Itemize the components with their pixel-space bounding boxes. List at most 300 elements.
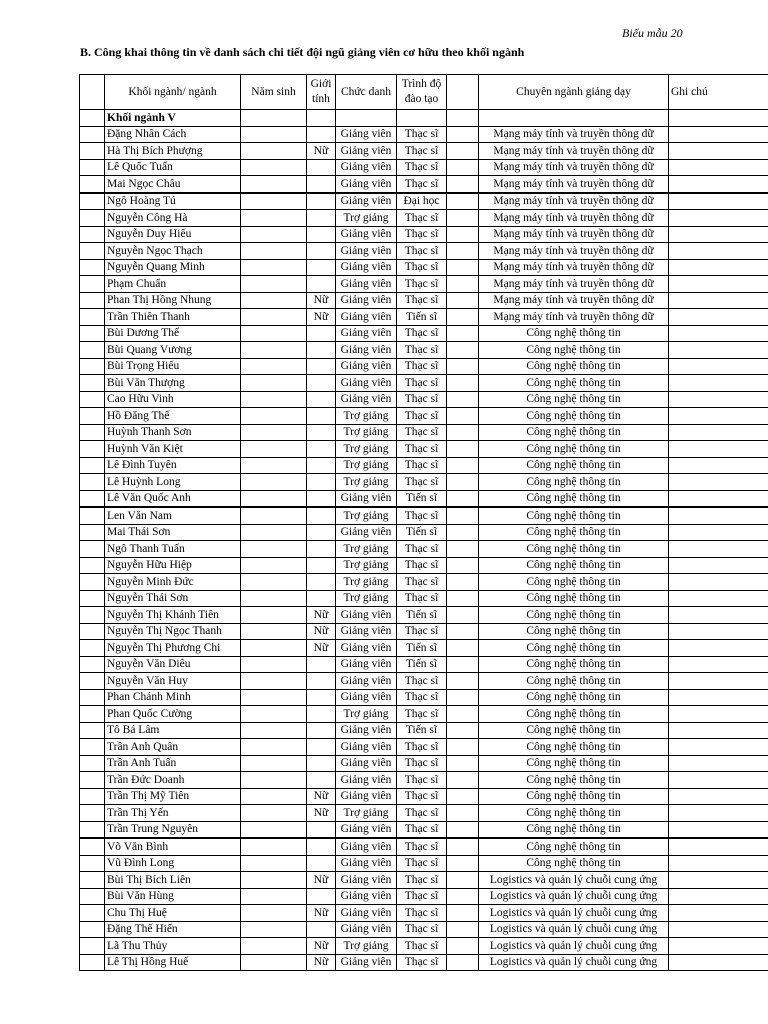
cell-gender xyxy=(307,921,336,938)
cell-name: Trần Trung Nguyên xyxy=(105,821,241,838)
cell-spacer xyxy=(447,656,479,673)
cell-gender xyxy=(307,474,336,491)
cell-specialty: Công nghệ thông tin xyxy=(479,640,669,657)
cell-specialty: Công nghệ thông tin xyxy=(479,590,669,607)
cell-position: Trợ giảng xyxy=(336,408,397,425)
cell-notes xyxy=(669,689,768,706)
table-row xyxy=(80,391,768,408)
cell-blank xyxy=(80,375,105,392)
cell-birth-year xyxy=(241,325,307,342)
cell-degree: Thạc sĩ xyxy=(397,574,447,591)
cell-notes xyxy=(669,541,768,558)
cell-spacer xyxy=(447,375,479,392)
table-row xyxy=(80,176,768,193)
table-row xyxy=(80,541,768,558)
cell-degree: Thạc sĩ xyxy=(397,342,447,359)
cell-position: Giảng viên xyxy=(336,243,397,260)
cell-degree: Thạc sĩ xyxy=(397,689,447,706)
table-row xyxy=(80,805,768,822)
cell-blank xyxy=(80,640,105,657)
cell-birth-year xyxy=(241,855,307,872)
header-name: Khối ngành/ ngành xyxy=(105,75,241,110)
cell-name: Bùi Dương Thế xyxy=(105,325,241,342)
cell-gender xyxy=(307,855,336,872)
cell-position: Trợ giảng xyxy=(336,441,397,458)
cell-name: Phạm Chuẩn xyxy=(105,276,241,293)
header-specialty: Chuyên ngành giảng dạy xyxy=(479,75,669,110)
cell-specialty: Mạng máy tính và truyền thông dữ xyxy=(479,243,669,260)
cell-specialty: Công nghệ thông tin xyxy=(479,474,669,491)
cell-blank xyxy=(80,722,105,739)
cell-position: Giảng viên xyxy=(336,689,397,706)
cell-gender: Nữ xyxy=(307,623,336,640)
cell-degree: Thạc sĩ xyxy=(397,375,447,392)
cell-gender xyxy=(307,755,336,772)
cell-specialty: Công nghệ thông tin xyxy=(479,358,669,375)
header-spacer xyxy=(447,75,479,110)
cell-name: Ngô Hoàng Tú xyxy=(105,193,241,210)
cell-notes xyxy=(669,706,768,723)
cell-position: Giảng viên xyxy=(336,656,397,673)
cell-degree: Thạc sĩ xyxy=(397,358,447,375)
cell-gender xyxy=(307,193,336,210)
cell-position: Giảng viên xyxy=(336,193,397,210)
cell-birth-year xyxy=(241,424,307,441)
table-row xyxy=(80,722,768,739)
cell-specialty: Công nghệ thông tin xyxy=(479,805,669,822)
cell-gender xyxy=(307,325,336,342)
cell-spacer xyxy=(447,441,479,458)
cell-blank xyxy=(80,838,105,855)
cell-degree: Thạc sĩ xyxy=(397,474,447,491)
cell-degree: Tiến sĩ xyxy=(397,656,447,673)
cell-blank xyxy=(80,408,105,425)
cell-name: Bùi Thị Bích Liên xyxy=(105,872,241,889)
cell-spacer xyxy=(447,507,479,524)
cell-specialty: Logistics và quản lý chuỗi cung ứng xyxy=(479,921,669,938)
table-row xyxy=(80,772,768,789)
cell-specialty: Công nghệ thông tin xyxy=(479,722,669,739)
cell-name: Nguyễn Quang Minh xyxy=(105,259,241,276)
cell-spacer xyxy=(447,226,479,243)
cell-birth-year xyxy=(241,524,307,541)
cell-birth-year xyxy=(241,507,307,524)
table-row xyxy=(80,590,768,607)
cell-name: Nguyễn Ngọc Thạch xyxy=(105,243,241,260)
cell-gender xyxy=(307,375,336,392)
cell-spacer xyxy=(447,954,479,971)
cell-notes xyxy=(669,905,768,922)
cell-spacer xyxy=(447,391,479,408)
cell-position: Giảng viên xyxy=(336,126,397,143)
cell-position: Giảng viên xyxy=(336,292,397,309)
cell-notes xyxy=(669,772,768,789)
cell-specialty: Công nghệ thông tin xyxy=(479,656,669,673)
cell-birth-year xyxy=(241,821,307,838)
cell-position: Trợ giảng xyxy=(336,805,397,822)
cell-birth-year xyxy=(241,656,307,673)
cell-specialty: Công nghệ thông tin xyxy=(479,557,669,574)
cell-name: Nguyễn Thị Phương Chi xyxy=(105,640,241,657)
table-row xyxy=(80,838,768,855)
cell-name: Trần Thị Mỹ Tiên xyxy=(105,788,241,805)
cell-degree: Thạc sĩ xyxy=(397,243,447,260)
table-row xyxy=(80,126,768,143)
cell-name: Nguyễn Minh Đức xyxy=(105,574,241,591)
table-row xyxy=(80,557,768,574)
cell-degree: Thạc sĩ xyxy=(397,408,447,425)
cell-birth-year xyxy=(241,706,307,723)
cell-blank xyxy=(80,391,105,408)
cell-notes xyxy=(669,193,768,210)
cell-gender xyxy=(307,424,336,441)
cell-degree: Thạc sĩ xyxy=(397,457,447,474)
cell-name: Len Văn Nam xyxy=(105,507,241,524)
cell-position: Giảng viên xyxy=(336,872,397,889)
cell-spacer xyxy=(447,408,479,425)
cell-gender: Nữ xyxy=(307,905,336,922)
table-row xyxy=(80,623,768,640)
cell-birth-year xyxy=(241,126,307,143)
cell-birth-year xyxy=(241,474,307,491)
cell-notes xyxy=(669,159,768,176)
cell-blank xyxy=(80,193,105,210)
cell-spacer xyxy=(447,590,479,607)
cell-birth-year xyxy=(241,441,307,458)
cell-name: Tô Bá Lâm xyxy=(105,722,241,739)
cell-degree: Thạc sĩ xyxy=(397,872,447,889)
cell-notes xyxy=(669,938,768,955)
cell-notes xyxy=(669,424,768,441)
cell-spacer xyxy=(447,938,479,955)
cell-notes xyxy=(669,507,768,524)
cell-blank xyxy=(80,292,105,309)
cell-specialty: Công nghệ thông tin xyxy=(479,838,669,855)
cell-birth-year xyxy=(241,391,307,408)
cell-gender xyxy=(307,358,336,375)
cell-specialty: Công nghệ thông tin xyxy=(479,755,669,772)
cell-name: Chu Thị Huệ xyxy=(105,905,241,922)
cell-notes xyxy=(669,375,768,392)
cell-position: Giảng viên xyxy=(336,226,397,243)
cell-degree: Thạc sĩ xyxy=(397,623,447,640)
table-row xyxy=(80,292,768,309)
cell-notes xyxy=(669,607,768,624)
cell-blank xyxy=(80,309,105,326)
cell-notes xyxy=(669,755,768,772)
cell-gender xyxy=(307,574,336,591)
cell-birth-year xyxy=(241,342,307,359)
cell-name: Bùi Trọng Hiếu xyxy=(105,358,241,375)
cell-gender xyxy=(307,888,336,905)
cell-name: Trần Thiên Thanh xyxy=(105,309,241,326)
cell-birth-year xyxy=(241,490,307,507)
cell-notes xyxy=(669,838,768,855)
cell-degree: Thạc sĩ xyxy=(397,821,447,838)
table-row xyxy=(80,490,768,507)
cell-gender xyxy=(307,673,336,690)
table-row xyxy=(80,954,768,971)
cell-blank xyxy=(80,954,105,971)
cell-degree: Thạc sĩ xyxy=(397,921,447,938)
cell-birth-year xyxy=(241,408,307,425)
cell-degree: Tiến sĩ xyxy=(397,722,447,739)
cell-spacer xyxy=(447,143,479,160)
cell-gender: Nữ xyxy=(307,640,336,657)
cell-degree: Tiến sĩ xyxy=(397,309,447,326)
cell-degree: Thạc sĩ xyxy=(397,276,447,293)
cell-position: Giảng viên xyxy=(336,772,397,789)
table-row xyxy=(80,276,768,293)
cell-name: Nguyễn Văn Huy xyxy=(105,673,241,690)
cell-notes xyxy=(669,243,768,260)
cell-degree: Thạc sĩ xyxy=(397,706,447,723)
header-notes: Ghi chú xyxy=(669,75,768,110)
cell-blank xyxy=(80,126,105,143)
cell-notes xyxy=(669,821,768,838)
cell-name: Nguyễn Thị Ngọc Thanh xyxy=(105,623,241,640)
cell-gender: Nữ xyxy=(307,805,336,822)
cell-spacer xyxy=(447,159,479,176)
cell-specialty: Logistics và quản lý chuỗi cung ứng xyxy=(479,954,669,971)
cell-gender xyxy=(307,689,336,706)
cell-birth-year xyxy=(241,722,307,739)
cell-birth-year xyxy=(241,623,307,640)
cell-notes xyxy=(669,176,768,193)
cell-birth-year xyxy=(241,739,307,756)
cell-blank xyxy=(80,474,105,491)
cell-specialty: Logistics và quản lý chuỗi cung ứng xyxy=(479,905,669,922)
cell-degree: Thạc sĩ xyxy=(397,755,447,772)
table-row xyxy=(80,243,768,260)
cell-spacer xyxy=(447,640,479,657)
cell-blank xyxy=(80,457,105,474)
cell-specialty: Mạng máy tính và truyền thông dữ xyxy=(479,210,669,227)
cell-spacer xyxy=(447,557,479,574)
cell-degree: Tiến sĩ xyxy=(397,640,447,657)
cell-notes xyxy=(669,474,768,491)
cell-blank xyxy=(80,110,105,127)
cell-specialty: Công nghệ thông tin xyxy=(479,524,669,541)
cell-degree: Đại học xyxy=(397,193,447,210)
cell-degree xyxy=(397,110,447,127)
table-row xyxy=(80,507,768,524)
cell-spacer xyxy=(447,739,479,756)
cell-spacer xyxy=(447,838,479,855)
cell-degree: Thạc sĩ xyxy=(397,805,447,822)
cell-notes xyxy=(669,309,768,326)
table-row xyxy=(80,905,768,922)
cell-birth-year xyxy=(241,888,307,905)
cell-gender: Nữ xyxy=(307,788,336,805)
cell-spacer xyxy=(447,805,479,822)
cell-birth-year xyxy=(241,607,307,624)
table-row xyxy=(80,375,768,392)
cell-birth-year xyxy=(241,673,307,690)
cell-position: Trợ giảng xyxy=(336,574,397,591)
cell-degree: Thạc sĩ xyxy=(397,541,447,558)
cell-notes xyxy=(669,358,768,375)
cell-notes xyxy=(669,888,768,905)
cell-notes xyxy=(669,640,768,657)
table-row xyxy=(80,640,768,657)
cell-position: Giảng viên xyxy=(336,673,397,690)
cell-specialty: Công nghệ thông tin xyxy=(479,623,669,640)
cell-gender xyxy=(307,490,336,507)
cell-specialty: Logistics và quản lý chuỗi cung ứng xyxy=(479,872,669,889)
cell-gender xyxy=(307,772,336,789)
cell-degree: Tiến sĩ xyxy=(397,607,447,624)
cell-position: Trợ giảng xyxy=(336,706,397,723)
cell-spacer xyxy=(447,176,479,193)
cell-birth-year xyxy=(241,193,307,210)
cell-spacer xyxy=(447,126,479,143)
cell-specialty: Công nghệ thông tin xyxy=(479,375,669,392)
cell-birth-year xyxy=(241,292,307,309)
cell-birth-year xyxy=(241,921,307,938)
cell-blank xyxy=(80,673,105,690)
cell-gender xyxy=(307,176,336,193)
cell-position: Trợ giảng xyxy=(336,507,397,524)
cell-name: Trần Anh Quân xyxy=(105,739,241,756)
cell-birth-year xyxy=(241,309,307,326)
cell-specialty: Công nghệ thông tin xyxy=(479,673,669,690)
cell-notes xyxy=(669,490,768,507)
cell-notes xyxy=(669,325,768,342)
cell-spacer xyxy=(447,292,479,309)
table-row xyxy=(80,689,768,706)
table-row xyxy=(80,143,768,160)
page-title: B. Công khai thông tin về danh sách chi tiết đội ngũ giảng viên cơ hữu theo khối ngành xyxy=(80,45,525,59)
cell-birth-year xyxy=(241,640,307,657)
cell-degree: Thạc sĩ xyxy=(397,176,447,193)
cell-notes xyxy=(669,656,768,673)
cell-birth-year xyxy=(241,590,307,607)
header-position: Chức danh xyxy=(336,75,397,110)
cell-specialty: Mạng máy tính và truyền thông dữ xyxy=(479,309,669,326)
cell-blank xyxy=(80,739,105,756)
cell-name: Phan Quốc Cường xyxy=(105,706,241,723)
cell-position: Giảng viên xyxy=(336,640,397,657)
cell-name: Lê Văn Quốc Anh xyxy=(105,490,241,507)
cell-degree: Thạc sĩ xyxy=(397,954,447,971)
cell-specialty: Mạng máy tính và truyền thông dữ xyxy=(479,159,669,176)
cell-notes xyxy=(669,872,768,889)
cell-spacer xyxy=(447,772,479,789)
cell-gender xyxy=(307,656,336,673)
cell-notes xyxy=(669,110,768,127)
table-row xyxy=(80,872,768,889)
cell-position: Giảng viên xyxy=(336,905,397,922)
cell-position: Giảng viên xyxy=(336,358,397,375)
cell-notes xyxy=(669,788,768,805)
cell-gender xyxy=(307,739,336,756)
cell-notes xyxy=(669,259,768,276)
cell-blank xyxy=(80,921,105,938)
cell-birth-year xyxy=(241,557,307,574)
cell-blank xyxy=(80,210,105,227)
cell-notes xyxy=(669,673,768,690)
cell-notes xyxy=(669,457,768,474)
cell-birth-year xyxy=(241,755,307,772)
cell-position: Giảng viên xyxy=(336,143,397,160)
cell-blank xyxy=(80,755,105,772)
cell-notes xyxy=(669,408,768,425)
cell-notes xyxy=(669,855,768,872)
cell-blank xyxy=(80,243,105,260)
cell-notes xyxy=(669,739,768,756)
cell-gender: Nữ xyxy=(307,954,336,971)
cell-birth-year xyxy=(241,159,307,176)
cell-blank xyxy=(80,872,105,889)
cell-degree: Thạc sĩ xyxy=(397,838,447,855)
table-row xyxy=(80,226,768,243)
cell-position: Giảng viên xyxy=(336,838,397,855)
cell-birth-year xyxy=(241,176,307,193)
cell-position: Giảng viên xyxy=(336,375,397,392)
cell-specialty: Công nghệ thông tin xyxy=(479,821,669,838)
cell-specialty: Logistics và quản lý chuỗi cung ứng xyxy=(479,888,669,905)
cell-name: Cao Hữu Vinh xyxy=(105,391,241,408)
cell-position: Giảng viên xyxy=(336,490,397,507)
cell-blank xyxy=(80,276,105,293)
table-row xyxy=(80,358,768,375)
cell-position: Trợ giảng xyxy=(336,938,397,955)
cell-name: Nguyễn Công Hà xyxy=(105,210,241,227)
cell-name: Bùi Văn Hùng xyxy=(105,888,241,905)
cell-blank xyxy=(80,623,105,640)
cell-spacer xyxy=(447,855,479,872)
table-row xyxy=(80,309,768,326)
cell-birth-year xyxy=(241,541,307,558)
table-row xyxy=(80,706,768,723)
cell-blank xyxy=(80,689,105,706)
cell-degree: Thạc sĩ xyxy=(397,557,447,574)
cell-position: Giảng viên xyxy=(336,888,397,905)
table-row xyxy=(80,524,768,541)
cell-position: Giảng viên xyxy=(336,259,397,276)
cell-spacer xyxy=(447,607,479,624)
cell-position: Giảng viên xyxy=(336,325,397,342)
cell-name: Lê Quốc Tuấn xyxy=(105,159,241,176)
table-row xyxy=(80,574,768,591)
cell-birth-year xyxy=(241,788,307,805)
cell-position: Trợ giảng xyxy=(336,474,397,491)
cell-gender xyxy=(307,590,336,607)
cell-birth-year xyxy=(241,772,307,789)
cell-spacer xyxy=(447,325,479,342)
cell-spacer xyxy=(447,457,479,474)
cell-notes xyxy=(669,126,768,143)
cell-gender: Nữ xyxy=(307,607,336,624)
cell-name: Huỳnh Thanh Sơn xyxy=(105,424,241,441)
cell-spacer xyxy=(447,888,479,905)
cell-name: Nguyễn Duy Hiếu xyxy=(105,226,241,243)
cell-position: Giảng viên xyxy=(336,921,397,938)
cell-position: Trợ giảng xyxy=(336,557,397,574)
cell-specialty: Mạng máy tính và truyền thông dữ xyxy=(479,176,669,193)
cell-gender xyxy=(307,110,336,127)
cell-name: Vũ Đình Long xyxy=(105,855,241,872)
cell-position: Giảng viên xyxy=(336,954,397,971)
cell-position: Giảng viên xyxy=(336,755,397,772)
cell-degree: Thạc sĩ xyxy=(397,325,447,342)
cell-degree: Thạc sĩ xyxy=(397,905,447,922)
cell-degree: Thạc sĩ xyxy=(397,855,447,872)
cell-blank xyxy=(80,938,105,955)
cell-gender xyxy=(307,838,336,855)
cell-blank xyxy=(80,821,105,838)
